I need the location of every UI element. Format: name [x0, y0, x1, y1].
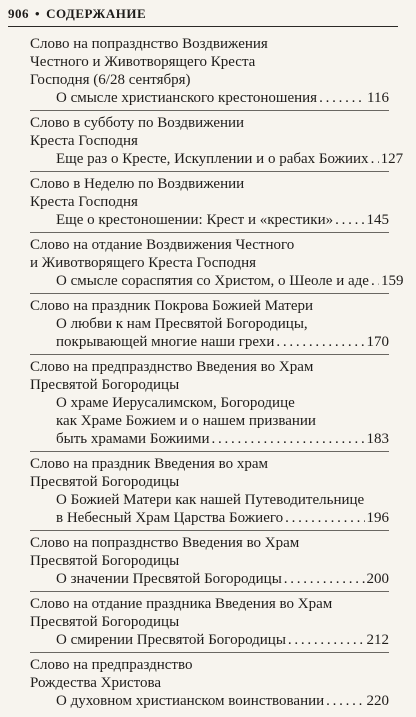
subtitle-line: как Храме Божием и о нашем призвании — [56, 413, 316, 429]
page-reference: 145 — [366, 212, 389, 228]
entry-divider — [30, 530, 389, 531]
entry-subtitle — [30, 89, 389, 107]
entry-title-line: Слово на попразднство Воздвижения — [30, 36, 268, 52]
table-of-contents — [30, 35, 404, 717]
subtitle-leader-line — [30, 509, 389, 527]
subtitle-text: О значении Пресвятой Богородицы — [56, 571, 282, 587]
entry-title — [30, 236, 389, 272]
subtitle-leader-line — [30, 272, 404, 290]
subtitle-text: в Небесный Храм Царства Божиего — [56, 510, 284, 526]
page-reference: 200 — [366, 571, 389, 587]
entry-title-line: Слово на предпразднство — [30, 657, 193, 673]
page-reference: 159 — [380, 273, 404, 289]
subtitle-line: О любви к нам Пресвятой Богородицы, — [56, 316, 308, 332]
entry-subtitle — [30, 570, 389, 588]
subtitle-text: О смысле сораспятия со Христом, о Шеоле и аде — [56, 273, 369, 289]
toc-entry — [30, 236, 404, 290]
subtitle-text: О духовном христианском воинствовании — [56, 693, 325, 709]
entry-divider — [30, 293, 389, 294]
entry-title-line: Честного и Животворящего Креста — [30, 54, 256, 70]
entry-title — [30, 656, 389, 692]
subtitle-text: О смирении Пресвятой Богородицы — [56, 632, 286, 648]
entry-title — [30, 534, 389, 570]
dot-leader — [288, 631, 365, 649]
section-title: СОДЕРЖАНИЕ — [46, 6, 147, 21]
subtitle-leader-line — [30, 692, 389, 710]
toc-entry — [30, 656, 389, 710]
subtitle-leader-line — [30, 150, 404, 168]
subtitle-text: Еще раз о Кресте, Искуплении и о рабах Божиих — [56, 151, 369, 167]
entry-title-line: Слово на отдание Воздвижения Честного — [30, 237, 295, 253]
entry-title-line: Креста Господня — [30, 194, 138, 210]
entry-title-line: Пресвятой Богородицы — [30, 377, 180, 393]
entry-title-line: Пресвятой Богородицы — [30, 553, 180, 569]
entry-title-line: Слово на праздник Введения во храм — [30, 456, 269, 472]
toc-entry — [30, 35, 389, 107]
entry-title-line: Слово в Неделю по Воздвижении — [30, 176, 245, 192]
dot-leader — [326, 692, 364, 710]
dot-leader — [212, 430, 365, 448]
entry-subtitle — [30, 631, 389, 649]
entry-title-line: Слово на предпразднство Введения во Храм — [30, 359, 314, 375]
dot-leader — [285, 509, 364, 527]
toc-entry — [30, 534, 389, 588]
entry-subtitle — [30, 272, 404, 290]
subtitle-line: О храме Иерусалимском, Богородице — [56, 395, 295, 411]
entry-title-line: Слово в субботу по Воздвижении — [30, 115, 245, 131]
entry-divider — [30, 354, 389, 355]
page-reference: 196 — [366, 510, 389, 526]
entry-title — [30, 35, 389, 89]
entry-subtitle — [30, 394, 389, 448]
entry-title-line: Слово на попразднство Введения во Храм — [30, 535, 300, 551]
entry-subtitle — [30, 211, 389, 229]
page-reference: 183 — [366, 431, 389, 447]
toc-entry — [30, 114, 404, 168]
running-header — [8, 4, 146, 24]
page-number: 906 — [8, 6, 29, 21]
page-reference: 170 — [366, 334, 389, 350]
entry-divider — [30, 232, 389, 233]
dot-leader — [284, 570, 365, 588]
entry-divider — [30, 591, 389, 592]
toc-entry — [30, 455, 389, 527]
entry-title — [30, 297, 389, 315]
entry-subtitle — [30, 150, 404, 168]
entry-title-line: Слово на отдание праздника Введения во Храм — [30, 596, 333, 612]
subtitle-leader-line — [30, 89, 389, 107]
entry-title-line: Пресвятой Богородицы — [30, 474, 180, 490]
toc-entry — [30, 595, 389, 649]
subtitle-text: быть храмами Божиими — [56, 431, 210, 447]
entry-divider — [30, 110, 389, 111]
subtitle-line: О Божией Матери как нашей Путеводительнице — [56, 492, 365, 508]
entry-divider — [30, 451, 389, 452]
header-separator: • — [35, 6, 41, 21]
entry-subtitle — [30, 692, 389, 710]
entry-title-line: Рождества Христова — [30, 675, 162, 691]
page-reference: 220 — [366, 693, 389, 709]
subtitle-leader-line — [30, 631, 389, 649]
entry-subtitle — [30, 315, 389, 351]
entry-divider — [30, 171, 389, 172]
entry-title — [30, 175, 389, 211]
entry-title-line: Господня (6/28 сентября) — [30, 72, 191, 88]
subtitle-leader-line — [30, 211, 389, 229]
dot-leader — [335, 211, 364, 229]
subtitle-text: покрывающей многие наши грехи — [56, 334, 275, 350]
entry-subtitle — [30, 491, 389, 527]
dot-leader — [276, 333, 364, 351]
toc-entry — [30, 297, 389, 351]
entry-title — [30, 455, 389, 491]
entry-divider — [30, 652, 389, 653]
entry-title-line: Креста Господня — [30, 133, 138, 149]
subtitle-leader-line — [30, 430, 389, 448]
toc-entry — [30, 358, 389, 448]
page-reference: 116 — [367, 90, 389, 106]
entry-title — [30, 595, 389, 631]
page-reference: 212 — [366, 632, 389, 648]
dot-leader — [371, 150, 379, 168]
header-rule — [8, 26, 398, 27]
toc-entry — [30, 175, 389, 229]
subtitle-leader-line — [30, 570, 389, 588]
subtitle-text: О смысле христианского крестоношения — [56, 90, 318, 106]
entry-title-line: и Животворящего Креста Господня — [30, 255, 257, 271]
entry-title-line: Пресвятой Богородицы — [30, 614, 180, 630]
dot-leader — [319, 89, 365, 107]
subtitle-leader-line — [30, 333, 389, 351]
entry-title — [30, 358, 389, 394]
page-reference: 127 — [380, 151, 404, 167]
subtitle-text: Еще о крестоношении: Крест и «крестики» — [56, 212, 334, 228]
entry-title-line: Слово на праздник Покрова Божией Матери — [30, 298, 314, 314]
entry-title — [30, 114, 389, 150]
dot-leader — [371, 272, 379, 290]
